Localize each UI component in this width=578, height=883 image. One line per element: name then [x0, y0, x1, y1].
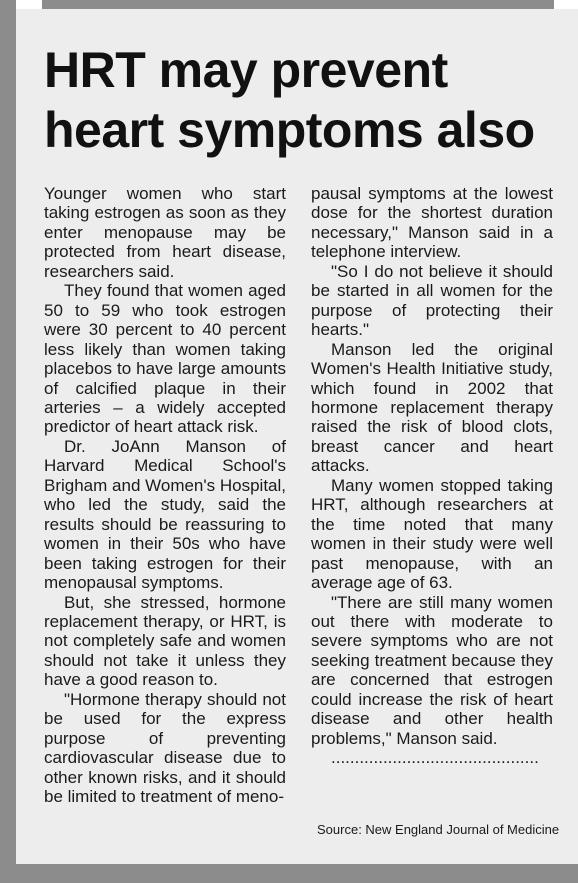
left-column	[44, 184, 286, 807]
headline: HRT may prevent heart symptoms also	[44, 42, 535, 158]
paragraph: "There are still many women out there with moderate to severe symptoms who are not seeking treatment because they are concerned that estrogen could increase the risk of heart disease and other health problems," Manson said.	[311, 592, 553, 748]
paragraph: "Hormone therapy should not be used for the express purpose of preventing cardiovascular disease due to other known risks, and it should be limited to treatment of meno-	[44, 689, 286, 807]
paragraph: Manson led the original Women's Health Initiative study, which found in 2002 that hormone replacement therapy raised the risk of blood clots, breast cancer and heart attacks.	[311, 339, 553, 476]
bottom-rule	[0, 864, 578, 883]
source-credit: Source: New England Journal of Medicine	[317, 822, 560, 837]
left-border	[0, 0, 16, 883]
paragraph: Many women stopped taking HRT, although researchers at the time noted that many women in their study were well past menopause, with an average age of 63.	[311, 475, 553, 593]
top-rule	[42, 0, 554, 9]
dotted-separator: ..........................................​..	[331, 748, 539, 768]
paragraph: But, she stressed, hormone replacement therapy, or HRT, is not completely safe and women should not take it unless they have a good reason to.	[44, 592, 286, 690]
paragraph: Dr. JoAnn Manson of Harvard Medical School's Brigham and Women's Hospital, who led the study, said the results should be reassuring to women in their 50s who have been taking estrogen for their menopausal symptoms.	[44, 436, 286, 593]
paragraph: "So I do not believe it should be started in all women for the purpose of protecting their hearts."	[311, 261, 553, 340]
paragraph: pausal symptoms at the lowest dose for the shortest duration necessary," Manson said in a telephone interview.	[311, 184, 553, 262]
paragraph: They found that women aged 50 to 59 who took estrogen were 30 percent to 40 percent less likely than women taking placebos to have large amounts of calcified plaque in their arteries – a widely accepted predictor of heart attack risk.	[44, 281, 286, 437]
paragraph: Younger women who start taking estrogen as soon as they enter menopause may be protected from heart disease, researchers said.	[44, 184, 286, 281]
right-column	[311, 184, 553, 768]
